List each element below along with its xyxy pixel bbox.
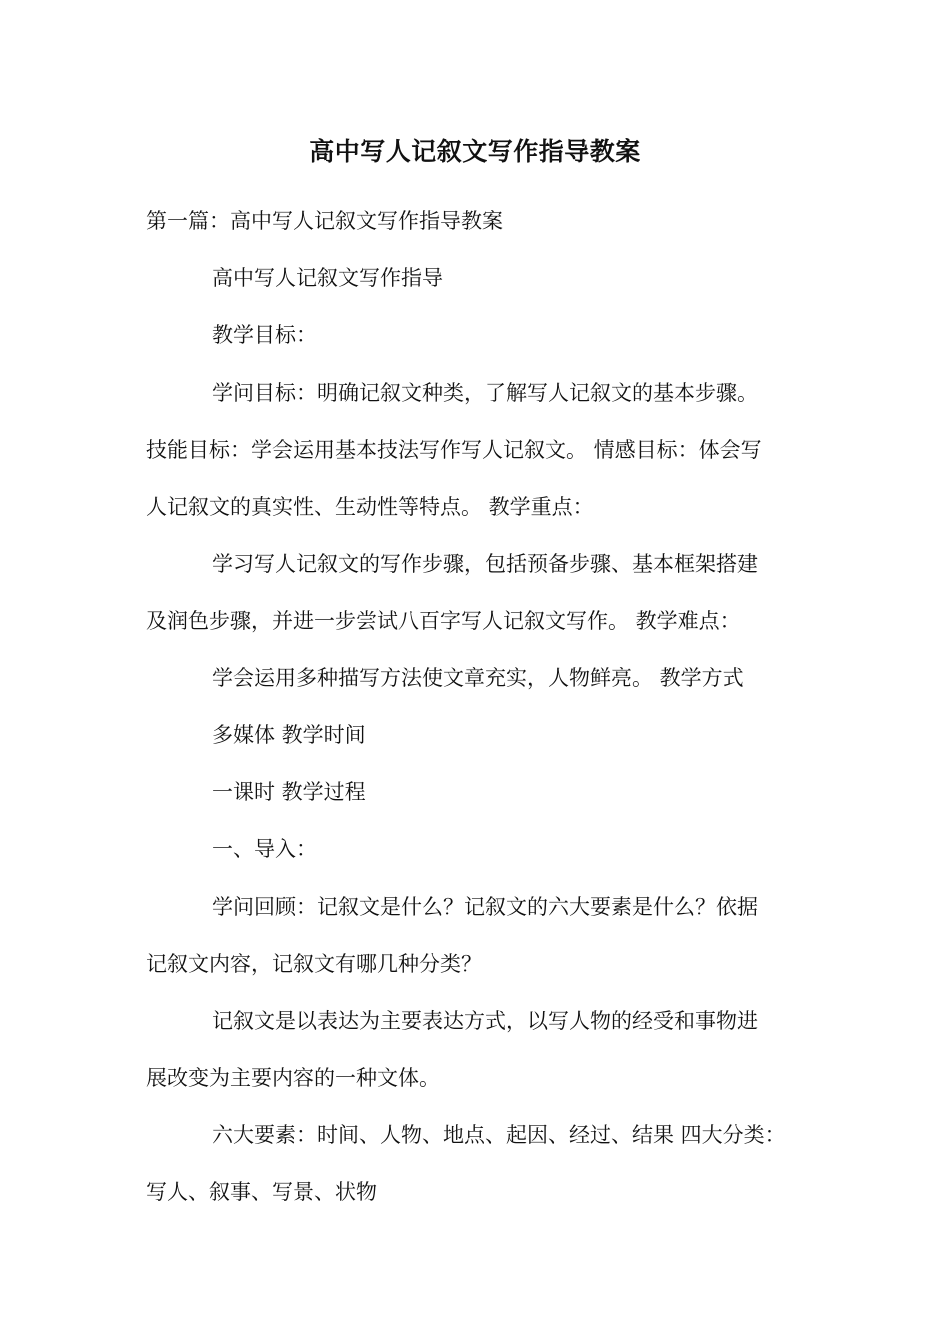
- subheading: 高中写人记叙文写作指导: [212, 266, 443, 290]
- paragraph-line: 记叙文是以表达为主要表达方式，以写人物的经受和事物进: [212, 1009, 758, 1033]
- paragraph-line: 教学目标：: [212, 323, 317, 347]
- paragraph-line: 六大要素：时间、人物、地点、起因、经过、结果 四大分类：: [212, 1123, 786, 1147]
- paragraph-line: 及润色步骤，并进一步尝试八百字写人记叙文写作。 教学难点：: [146, 609, 741, 633]
- paragraph-line: 学习写人记叙文的写作步骤，包括预备步骤、基本框架搭建: [212, 552, 758, 576]
- document-title: 高中写人记叙文写作指导教案: [309, 137, 641, 166]
- paragraph-line: 一、导入：: [212, 837, 317, 861]
- section-heading: 第一篇：高中写人记叙文写作指导教案: [146, 209, 503, 233]
- paragraph-line: 记叙文内容，记叙文有哪几种分类？: [146, 952, 482, 976]
- paragraph-line: 学问目标：明确记叙文种类，了解写人记叙文的基本步骤。: [212, 381, 758, 405]
- paragraph-line: 多媒体 教学时间: [212, 723, 366, 747]
- paragraph-line: 技能目标：学会运用基本技法写作写人记叙文。 情感目标：体会写: [146, 438, 762, 462]
- paragraph-line: 写人、叙事、写景、状物: [146, 1180, 377, 1204]
- paragraph-line: 一课时 教学过程: [212, 780, 366, 804]
- paragraph-line: 人记叙文的真实性、生动性等特点。 教学重点：: [146, 495, 594, 519]
- paragraph-line: 展改变为主要内容的一种文体。: [146, 1066, 440, 1090]
- paragraph-line: 学会运用多种描写方法使文章充实，人物鲜亮。 教学方式: [212, 666, 744, 690]
- paragraph-line: 学问回顾：记叙文是什么？记叙文的六大要素是什么？依据: [212, 895, 758, 919]
